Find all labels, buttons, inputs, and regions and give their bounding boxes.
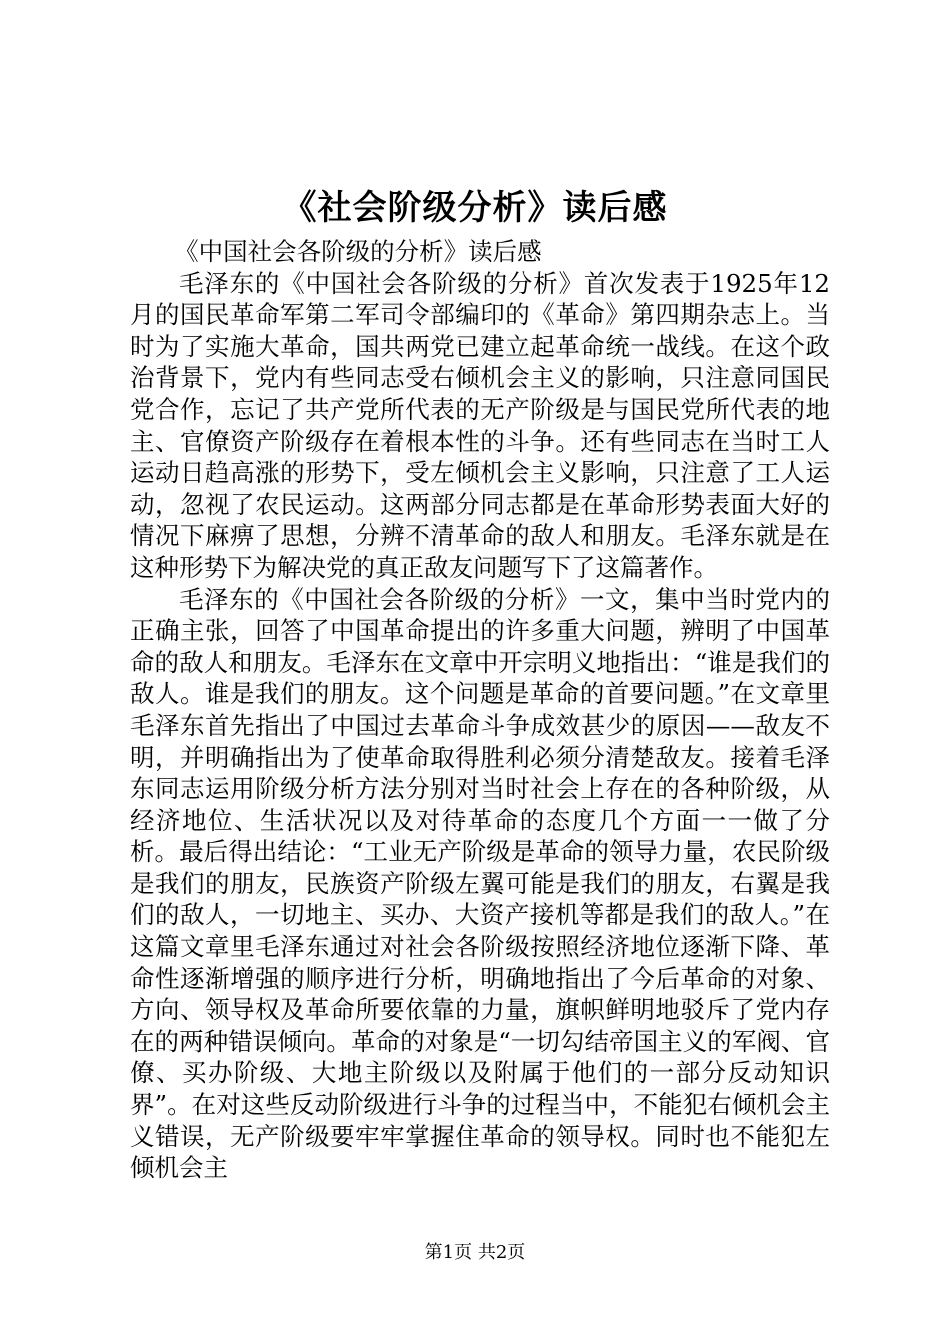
paragraph-2: 毛泽东的《中国社会各阶级的分析》一文，集中当时党内的正确主张，回答了中国革命提出的许多重大问题，辨明了中国革命的敌人和朋友。毛泽东在文章中开宗明义地指出：“谁是我们的敌人。谁是我们的朋友。这个问题是革命的首要问题。”在文章里毛泽东首先指出了中国过去革命斗争成效甚少的原因——敌友不明，并明确指出为了使革命取得胜利必须分清楚敌友。接着毛泽东同志运用阶级分析方法分别对当时社会上存在的各种阶级，从经济地位、生活状况以及对待革命的态度几个方面一一做了分析。最后得出结论：“工业无产阶级是革命的领导力量，农民阶级是我们的朋友，民族资产阶级左翼可能是我们的朋友，右翼是我们的敌人，一切地主、买办、大资产接机等都是我们的敌人。”在这篇文章里毛泽东通过对社会各阶级按照经济地位逐渐下降、革命性逐渐增强的顺序进行分析，明确地指出了今后革命的对象、方向、领导权及革命所要依靠的力量，旗帜鲜明地驳斥了党内存在的两种错误倾向。革命的对象是“一切勾结帝国主义的军阀、官僚、买办阶级、大地主阶级以及附属于他们的一部分反动知识界”。在对这些反动阶级进行斗争的过程当中，不能犯右倾机会主义错误，无产阶级要牢牢掌握住革命的领导权。同时也不能犯左倾机会主: [130, 584, 830, 1183]
document-subtitle: 《中国社会各阶级的分析》读后感: [174, 237, 542, 266]
document-body: [130, 236, 830, 1184]
page-footer: 第1页 共2页: [424, 1242, 526, 1263]
document-title: 《社会阶级分析》读后感: [282, 188, 668, 228]
paragraph-1: 毛泽东的《中国社会各阶级的分析》首次发表于1925年12月的国民革命军第二军司令部编印的《革命》第四期杂志上。当时为了实施大革命，国共两党已建立起革命统一战线。在这个政治背景下，党内有些同志受右倾机会主义的影响，只注意同国民党合作，忘记了共产党所代表的无产阶级是与国民党所代表的地主、官僚资产阶级存在着根本性的斗争。还有些同志在当时工人运动日趋高涨的形势下，受左倾机会主义影响，只注意了工人运动，忽视了农民运动。这两部分同志都是在革命形势表面大好的情况下麻痹了思想，分辨不清革命的敌人和朋友。毛泽东就是在这种形势下为解决党的真正敌友问题写下了这篇著作。: [130, 268, 830, 582]
